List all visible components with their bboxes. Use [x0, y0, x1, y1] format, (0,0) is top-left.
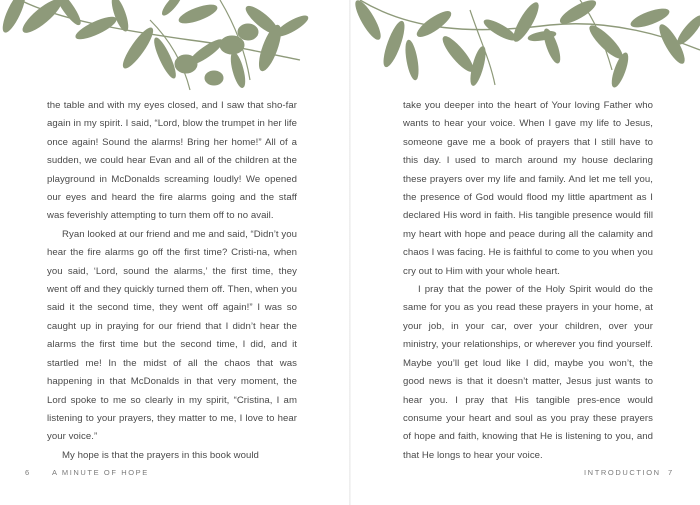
paragraph: the table and with my eyes closed, and I saw that sho-far again in my spirit. I said, “Lord, blow the trumpet in her life once again! Sound the alarms! Bring her home!” All of a sudden, we could hear Evan and all of the children at the playground in McDonalds screaming loudly! We opened our eyes and heard the fire alarms going and the staff was feverishly attempting to turn them off to no avail.	[47, 100, 297, 222]
running-head: A MINUTE OF HOPE	[52, 468, 149, 477]
page-number: 7	[668, 468, 674, 477]
left-page-body	[47, 97, 297, 465]
paragraph: I pray that the power of the Holy Spirit would do the same for you as you read these prayers in your home, at your job, in your car, over your children, over your ministry, your relationships, or wherever you find yourself. Maybe you’ll get loud like I did, maybe you won’t, the good news is that it doesn’t matter, Jesus just wants to hear you. I pray that His tangible pres-ence would consume your heart and soul as you pray these prayers of hope and faith, knowing that He is listening to you, and that He longs to hear your voice.	[403, 284, 653, 461]
page-number: 6	[25, 468, 31, 477]
paragraph: take you deeper into the heart of Your loving Father who wants to hear your voice. When I gave my life to Jesus, someone gave me a book of prayers that I still have to this day. I used to march around my house declaring these prayers over my life and family. And let me tell you, the presence of God would flood my little apartment as I declared His word in faith. His tangible presence would fill my heart with hope and peace during all the calamity and chaos I was facing. He is faithful to come to you when you cry out to Him with your whole heart.	[403, 100, 653, 277]
right-page-body	[403, 97, 653, 465]
olive-branch-illustration-right	[350, 0, 700, 95]
paragraph: Ryan looked at our friend and me and said, “Didn’t you hear the fire alarms go off the first time? Cristi-na, when you said, ‘Lord, sound the alarms,’ the first time, they went off and they quickly turned them off. Then, when you said it the second time, they went off again!” I was so caught up in praying for our friend that I didn’t hear the alarms the first time but the second time, I did, and it startled me! In the midst of all the chaos that was happening in that McDonalds in that very moment, the Lord spoke to me so clearly in my spirit, “Cristina, I am listening to your prayers, they matter to me, I love to hear your voice.”	[47, 228, 297, 443]
right-page	[350, 0, 700, 505]
running-head: INTRODUCTION	[584, 468, 661, 477]
paragraph: My hope is that the prayers in this book would	[62, 449, 259, 461]
olive-branch-illustration-left	[0, 0, 350, 95]
